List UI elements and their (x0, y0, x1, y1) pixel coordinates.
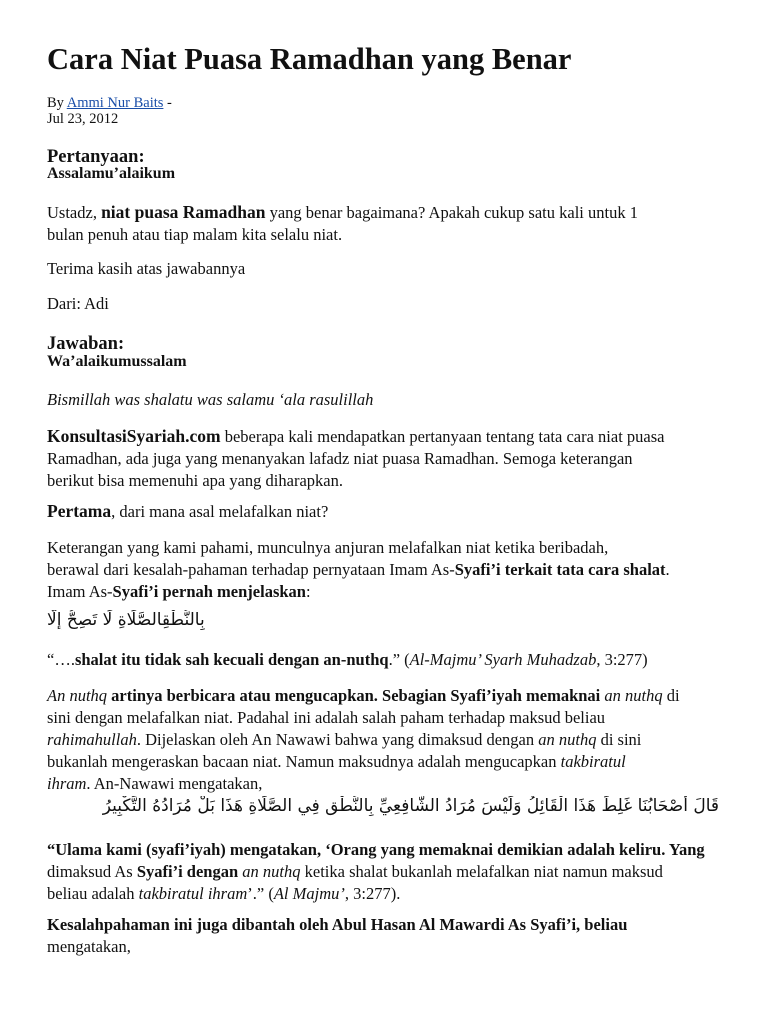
explanation-paragraph (47, 537, 719, 603)
text-run: . (665, 560, 670, 579)
text-run: .” ( (388, 650, 410, 669)
text-run: ’.” ( (247, 884, 274, 903)
arabic-quote-2: قَالَ أَصْحَابُنَا غَلِطَ هَذَا الْقَائِلُ وَلَيْسَ مُرَادُ الشَّافِعِيِّ بِالنُّطْقِ فِي الصَّلَاةِ هَذَا بَلْ مُرَادُهُ التَّكْبِيرُ (102, 796, 719, 816)
italic-run: takbiratul ihram (138, 884, 248, 903)
text-run: “…. (47, 650, 75, 669)
bold-line: Kesalahpahaman ini juga dibantah oleh Abul Hasan Al Mawardi As Syafi’i, beliau (47, 915, 628, 934)
bold-keyword: niat puasa Ramadhan (101, 202, 266, 222)
bold-run: Syafi’i pernah menjelaskan (112, 582, 306, 601)
text-run: , 3:277). (344, 884, 401, 903)
text-run: : (305, 582, 311, 601)
text-run: di (662, 686, 680, 705)
question-paragraph (47, 201, 719, 246)
italic-run: rahimahullah (47, 730, 137, 749)
question-heading: Pertanyaan: (47, 147, 145, 167)
text-run: . An-Nawawi mengatakan, (86, 774, 263, 793)
question-greeting: Assalamu’alaikum (47, 165, 176, 182)
italic-run: ihram (47, 774, 87, 793)
answer-heading: Jawaban: (47, 334, 125, 354)
quote-2 (47, 839, 719, 905)
text-run: , 3:277) (596, 650, 648, 669)
closing-paragraph (47, 914, 719, 958)
byline-dash: - (163, 95, 172, 111)
text-run: beberapa kali mendapatkan pertanyaan tentang tata cara niat puasa (220, 427, 665, 446)
arabic-quote-1 (47, 610, 719, 630)
quote-1 (47, 649, 719, 671)
thanks-paragraph: Terima kasih atas jawabannya (47, 259, 246, 278)
arabic-text: بِالنُّطْقِالصَّلَاةِ لَا تَصِحُّ إِلَّا (47, 610, 205, 630)
byline (47, 95, 172, 127)
text-run: dimaksud As (47, 862, 137, 881)
italic-run: takbiratul (560, 752, 626, 771)
italic-run: Al Majmu’ (273, 884, 345, 903)
bold-run: artinya berbicara atau mengucapkan. Sebagian Syafi’iyah memaknai (107, 686, 605, 705)
sender-paragraph: Dari: Adi (47, 294, 109, 313)
source-citation: Al-Majmu’ Syarh Muhadzab (409, 650, 597, 669)
text-run: bukanlah mengeraskan bacaan niat. Namun maksudnya adalah mengucapkan (47, 752, 561, 771)
byline-prefix: By (47, 95, 67, 111)
text-run: . Dijelaskan oleh An Nawawi bahwa yang dimaksud dengan (136, 730, 539, 749)
bold-run: shalat itu tidak sah kecuali dengan an-nuthq (74, 650, 389, 669)
bold-line: “Ulama kami (syafi’iyah) mengatakan, ‘Orang yang memaknai demikian adalah keliru. Yang (47, 840, 705, 859)
text-run: Imam As- (47, 582, 113, 601)
text-line: Ramadhan, ada juga yang menanyakan lafadz niat puasa Ramadhan. Semoga keterangan (47, 449, 633, 468)
site-name: KonsultasiSyariah.com (47, 426, 221, 446)
text-line: mengatakan, (47, 937, 131, 956)
italic-run: an nuthq (538, 730, 597, 749)
author-link[interactable]: Ammi Nur Baits (66, 95, 164, 111)
text-run: di sini (596, 730, 642, 749)
text-line: bulan penuh atau tiap malam kita selalu niat. (47, 225, 343, 244)
answer-greeting: Wa’alaikumussalam (47, 353, 187, 370)
publish-date: Jul 23, 2012 (47, 111, 119, 127)
bold-run: Syafi’i dengan (136, 862, 239, 881)
text-run: yang benar bagaimana? Apakah cukup satu kali untuk 1 (265, 203, 638, 222)
nuthq-paragraph (47, 685, 719, 795)
italic-run: An nuthq (47, 686, 108, 705)
basmalah-line: Bismillah was shalatu was salamu ‘ala rasulillah (47, 390, 374, 409)
italic-run: an nuthq (604, 686, 663, 705)
bold-keyword: Pertama (47, 501, 112, 521)
text-line: sini dengan melafalkan niat. Padahal ini adalah salah paham terhadap maksud beliau (47, 708, 606, 727)
text-run: ketika shalat bukanlah melafalkan niat namun maksud (300, 862, 663, 881)
first-point (47, 500, 719, 523)
text-run: berawal dari kesalah-pahaman terhadap pernyataan Imam As- (47, 560, 455, 579)
text-run: , dari mana asal melafalkan niat? (111, 502, 329, 521)
intro-paragraph (47, 425, 719, 492)
text-run: Ustadz, (47, 203, 102, 222)
bold-run: Syafi’i terkait tata cara shalat (454, 560, 666, 579)
page-title: Cara Niat Puasa Ramadhan yang Benar (47, 42, 572, 76)
text-line: berikut bisa memenuhi apa yang diharapkan. (47, 471, 343, 490)
text-run: beliau adalah (47, 884, 139, 903)
italic-run: an nuthq (242, 862, 301, 881)
text-line: Keterangan yang kami pahami, munculnya anjuran melafalkan niat ketika beribadah, (47, 538, 609, 557)
